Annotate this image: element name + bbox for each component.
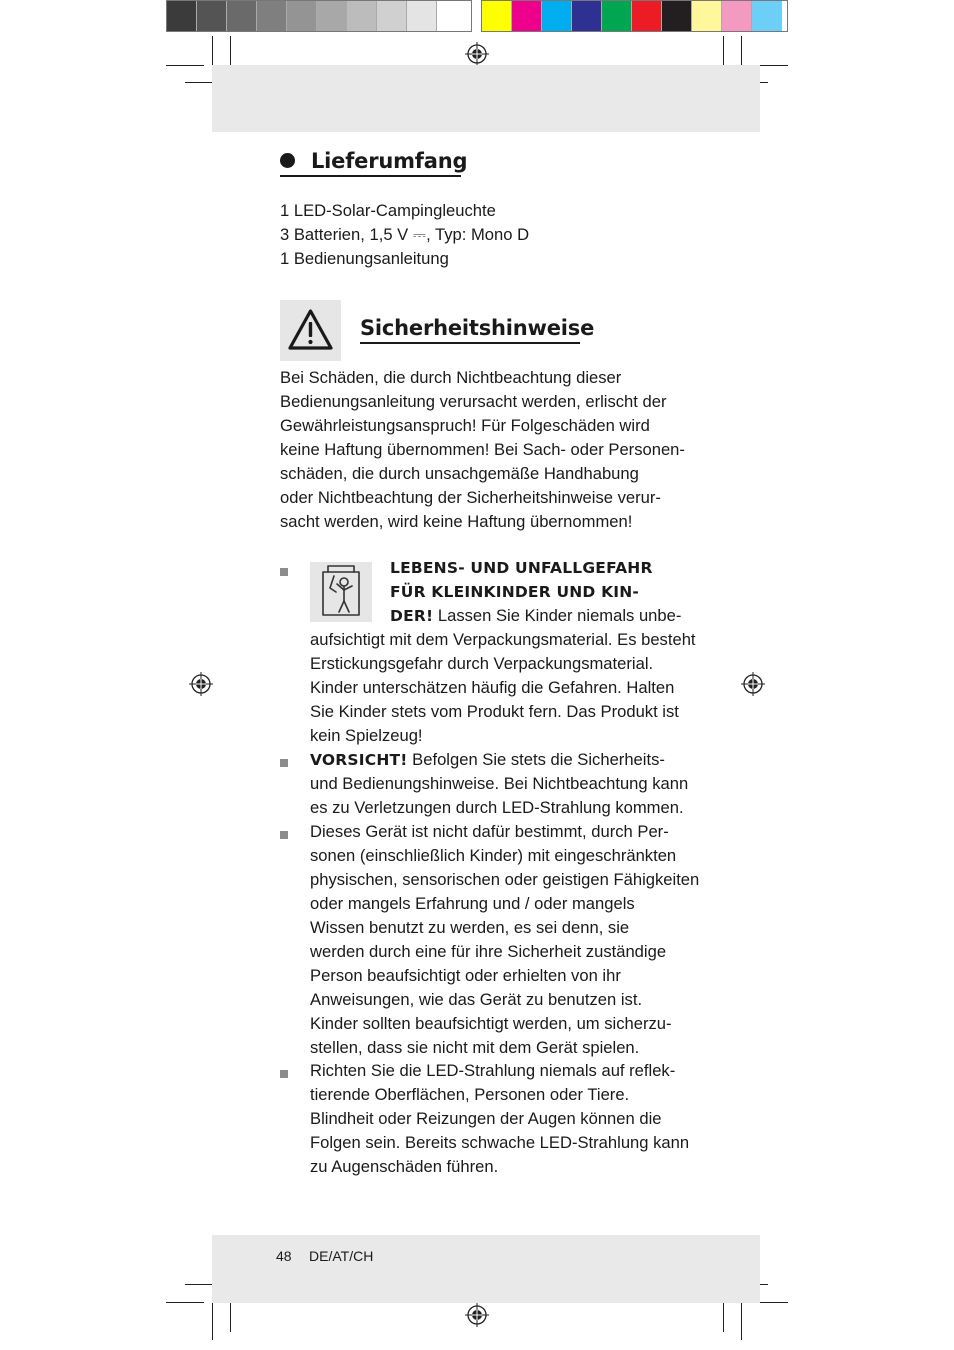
color-swatch bbox=[692, 1, 722, 31]
child-warning-box bbox=[310, 562, 372, 622]
safety-intro: Bei Schäden, die durch Nichtbeachtung dieser Bedienungsanleitung verursacht werden, erlischt der Gewährleistungsanspruch! Für Folgeschäden wird keine Haftung übernommen! Bei Sach- oder Personen- schäden, die durch unsachgemäße Handhabung oder Nichtbeachtung der Sicherheitshinweise verur- sacht werden, wird keine Haftung übernommen! bbox=[280, 368, 685, 531]
heading-underline bbox=[280, 175, 461, 177]
bullet-caution: VORSICHT! Befolgen Sie stets die Sicherheits- und Bedienungshinweise. Bei Nichtbeachtung kann es zu Verletzungen durch LED-Strahlung kommen. bbox=[310, 750, 689, 817]
bullet-child-safety-continued: aufsichtigt mit dem Verpackungsmaterial. Es besteht Erstickungsgefahr durch Verpackungsmaterial. Kinder unterschätzen häufig die Gefahren. Halten Sie Kinder stets vom Produkt fern. Das Produkt ist kein Spielzeug! bbox=[310, 630, 696, 745]
crop-mark bbox=[166, 1302, 204, 1303]
color-swatch bbox=[407, 1, 437, 31]
bullet-led-radiation: Richten Sie die LED-Strahlung niemals auf reflek- tierende Oberflächen, Personen oder Tiere. Blindheit oder Reizungen der Augen können die Folgen sein. Bereits schwache LED-Strahlung kann zu Augenschäden führen. bbox=[310, 1061, 690, 1176]
crop-mark bbox=[230, 1300, 231, 1332]
header-band bbox=[212, 65, 760, 132]
color-swatch bbox=[542, 1, 572, 31]
child-danger-icon bbox=[310, 562, 372, 622]
delivery-list bbox=[280, 199, 529, 271]
color-swatch bbox=[602, 1, 632, 31]
heading-underline bbox=[360, 342, 580, 344]
list-bullet-icon bbox=[280, 831, 288, 839]
list-bullet-icon bbox=[280, 1070, 288, 1078]
crop-mark bbox=[723, 1300, 724, 1332]
warning-triangle-icon bbox=[280, 300, 341, 361]
color-swatch bbox=[317, 1, 347, 31]
color-swatch bbox=[437, 1, 467, 31]
color-swatch bbox=[197, 1, 227, 31]
list-item: 1 LED-Solar-Campingleuchte bbox=[280, 201, 496, 220]
registration-target-icon bbox=[189, 672, 213, 696]
process-color-bar bbox=[481, 0, 788, 32]
color-swatch bbox=[227, 1, 257, 31]
registration-target-icon bbox=[741, 672, 765, 696]
list-bullet-icon bbox=[280, 568, 288, 576]
bullet-restricted-persons: Dieses Gerät ist nicht dafür bestimmt, durch Per- sonen (einschließlich Kinder) mit eingeschränkten physischen, sensorischen oder geistigen Fähigkeiten oder mangels Erfahrung und / oder mangels Wissen benutzt zu werden, es sei denn, sie werden durch eine für ihre Sicherheit zuständige Person beaufsichtigt oder erhielten von ihr Anweisungen, wie das Gerät zu benutzen ist. Kinder sollten beaufsichtigt werden, um sicherzu- stellen, dass sie nicht mit dem Gerät spielen. bbox=[310, 822, 700, 1057]
color-swatch bbox=[722, 1, 752, 31]
page-number: 48 bbox=[276, 1248, 292, 1264]
registration-target-icon bbox=[465, 1303, 489, 1327]
color-swatch bbox=[377, 1, 407, 31]
heading-bullet-icon bbox=[280, 153, 295, 168]
color-swatch bbox=[167, 1, 197, 31]
warning-box bbox=[280, 300, 341, 361]
locale-label: DE/AT/CH bbox=[309, 1248, 374, 1264]
color-swatch bbox=[512, 1, 542, 31]
crop-mark bbox=[166, 65, 204, 66]
section-title-delivery: Lieferumfang bbox=[311, 149, 468, 173]
color-swatch bbox=[257, 1, 287, 31]
footer-band bbox=[212, 1235, 760, 1303]
list-item: 3 Batterien, 1,5 V ⎓, Typ: Mono D bbox=[280, 225, 530, 244]
color-swatch bbox=[572, 1, 602, 31]
color-swatch bbox=[662, 1, 692, 31]
color-swatch bbox=[632, 1, 662, 31]
color-swatch bbox=[482, 1, 512, 31]
list-bullet-icon bbox=[280, 759, 288, 767]
color-swatch bbox=[347, 1, 377, 31]
registration-target-icon bbox=[465, 42, 489, 66]
color-swatch bbox=[287, 1, 317, 31]
grey-color-bar bbox=[166, 0, 472, 32]
section-title-safety: Sicherheitshinweise bbox=[360, 316, 595, 340]
list-item: 1 Bedienungsanleitung bbox=[280, 249, 449, 268]
bullet-child-safety: LEBENS- UND UNFALLGEFAHR FÜR KLEINKINDER UND KIN- DER! Lassen Sie Kinder niemals unbe- bbox=[390, 559, 682, 625]
color-swatch bbox=[752, 1, 782, 31]
